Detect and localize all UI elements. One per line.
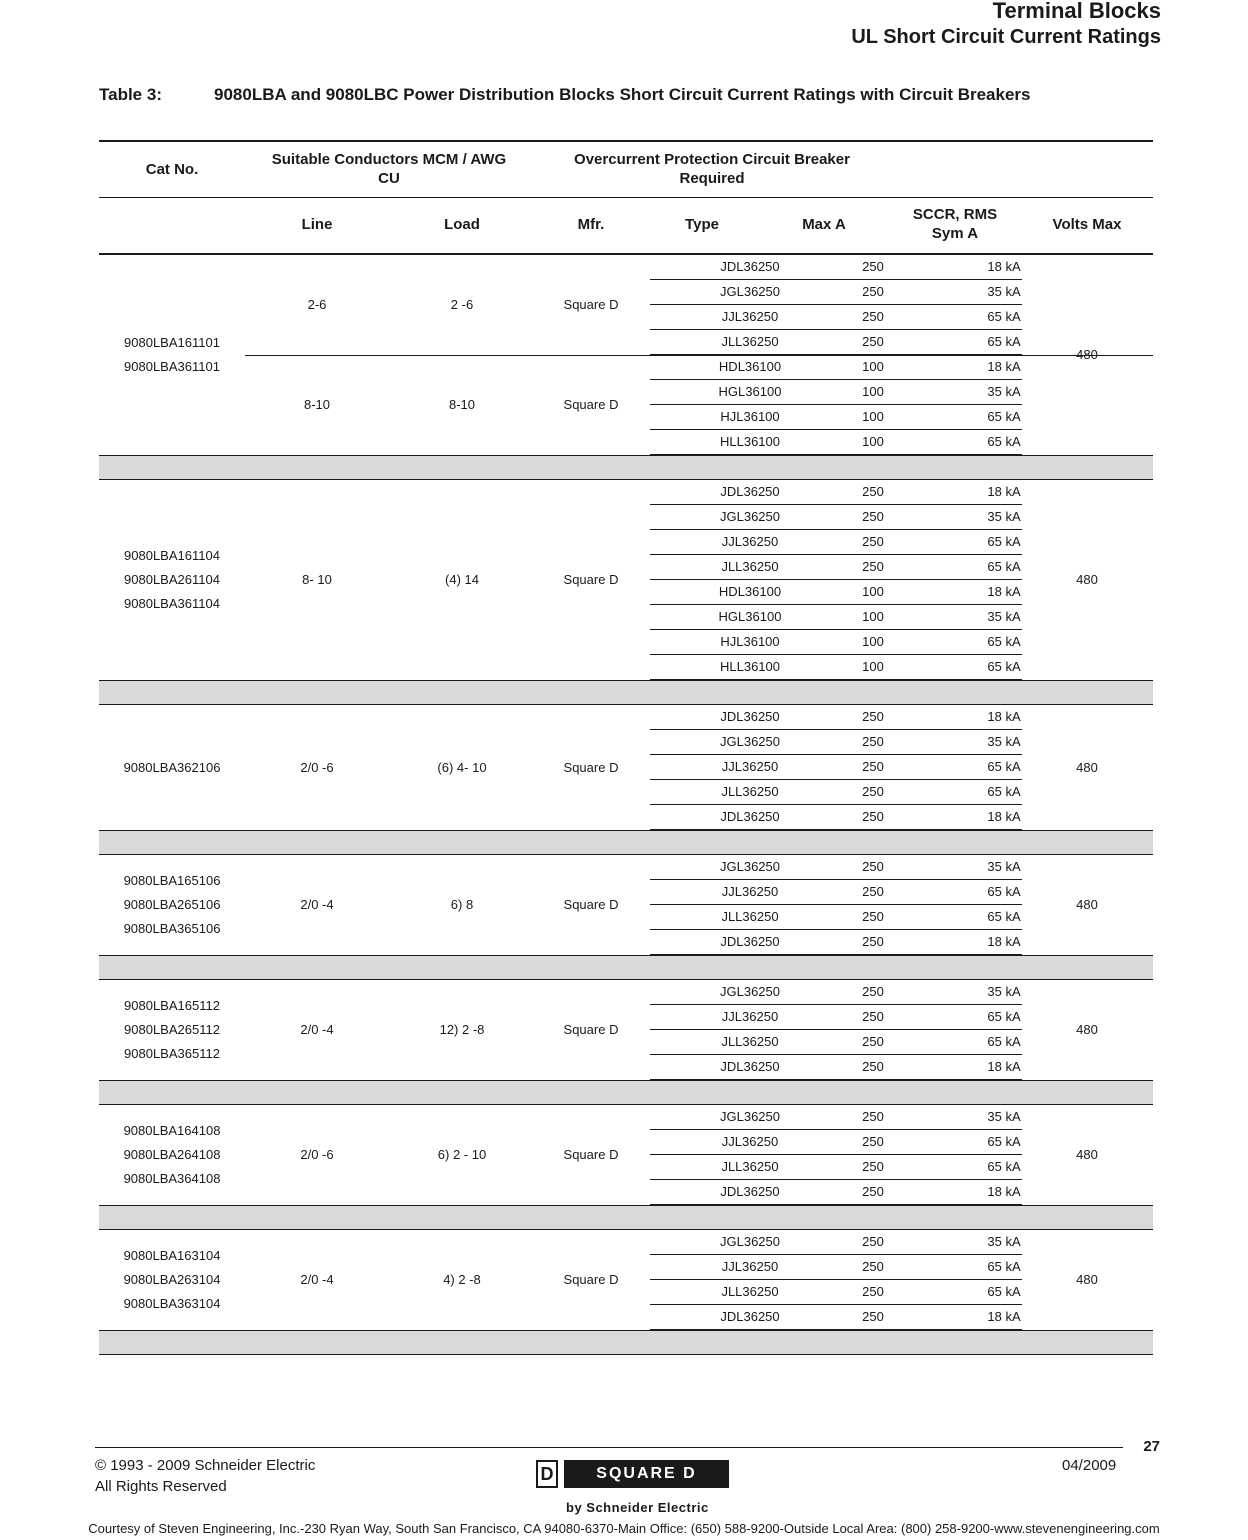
max-a-cell: 100 <box>862 434 884 449</box>
header-sccr: SCCR, RMS Sym A <box>912 206 998 242</box>
max-a-cell: 250 <box>862 1159 884 1174</box>
max-a-cell: 250 <box>862 309 884 324</box>
header-max-a: Max A <box>802 216 846 233</box>
block-separator <box>99 955 1153 980</box>
breaker-row <box>650 1230 1022 1255</box>
type-cell: JJL36250 <box>721 759 779 774</box>
footer-rule <box>95 1447 1123 1448</box>
type-cell: HJL36100 <box>720 634 780 649</box>
type-cell: JJL36250 <box>721 534 779 549</box>
max-a-cell: 250 <box>862 859 884 874</box>
cat-no: 9080LBA161101 <box>124 335 220 350</box>
breaker-row <box>650 330 1022 355</box>
volts-cell: 480 <box>1076 1147 1098 1162</box>
cat-no: 9080LBA165112 <box>124 998 220 1013</box>
type-cell: JLL36250 <box>721 909 779 924</box>
sccr-cell: 35 kA <box>987 384 1021 399</box>
breaker-row <box>650 730 1022 755</box>
line-cell: 2/0 -4 <box>300 1022 334 1037</box>
type-cell: JLL36250 <box>721 559 779 574</box>
max-a-cell: 250 <box>862 1059 884 1074</box>
table-caption-text: 9080LBA and 9080LBC Power Distribution Blocks Short Circuit Current Ratings with Circuit Breakers <box>214 85 1031 104</box>
mfr-cell: Square D <box>563 572 619 587</box>
line-cell: 8-10 <box>303 397 331 412</box>
type-cell: JJL36250 <box>721 1009 779 1024</box>
line-cell: 2/0 -6 <box>300 1147 334 1162</box>
cat-no-cell <box>99 1244 245 1316</box>
type-cell: HLL36100 <box>720 434 780 449</box>
load-cell: 8-10 <box>448 397 476 412</box>
max-a-cell: 250 <box>862 1309 884 1324</box>
load-cell: (4) 14 <box>445 572 479 587</box>
cat-no: 9080LBA163104 <box>123 1248 221 1263</box>
sccr-cell: 18 kA <box>987 1184 1021 1199</box>
cat-no: 9080LBA161104 <box>124 548 220 563</box>
cat-no: 9080LBA361104 <box>124 596 220 611</box>
load-cell: (6) 4- 10 <box>437 759 487 775</box>
max-a-cell: 250 <box>862 484 884 499</box>
header-load: Load <box>444 216 480 233</box>
mfr-cell: Square D <box>563 1272 619 1287</box>
footer-date: 04/2009 <box>1062 1457 1117 1474</box>
breaker-row <box>650 355 1022 380</box>
block-separator <box>99 1080 1153 1105</box>
square-d-logo <box>536 1460 729 1488</box>
type-cell: JGL36250 <box>720 509 780 524</box>
max-a-cell: 250 <box>862 534 884 549</box>
breaker-row <box>650 655 1022 680</box>
type-cell: HDL36100 <box>718 359 782 374</box>
breaker-row <box>650 905 1022 930</box>
load-cell: 2 -6 <box>450 297 474 312</box>
max-a-cell: 100 <box>862 384 884 399</box>
breaker-row <box>650 255 1022 280</box>
cat-no-cell <box>99 869 245 941</box>
max-a-cell: 250 <box>862 284 884 299</box>
type-cell: HJL36100 <box>720 409 780 424</box>
max-a-cell: 100 <box>862 584 884 599</box>
breaker-row <box>650 705 1022 730</box>
max-a-cell: 250 <box>862 1184 884 1199</box>
breaker-row <box>650 580 1022 605</box>
type-cell: HLL36100 <box>720 659 780 674</box>
volts-cell: 480 <box>1076 347 1098 362</box>
breaker-row <box>650 280 1022 305</box>
breaker-row <box>650 605 1022 630</box>
sccr-cell: 65 kA <box>987 559 1021 574</box>
breaker-row <box>650 555 1022 580</box>
sccr-cell: 65 kA <box>987 1134 1021 1149</box>
type-cell: JGL36250 <box>720 1109 780 1124</box>
volts-cell: 480 <box>1076 1272 1098 1287</box>
max-a-cell: 250 <box>862 1109 884 1124</box>
sccr-cell: 18 kA <box>987 1059 1021 1074</box>
line-cell: 2-6 <box>307 297 327 312</box>
breaker-row <box>650 1105 1022 1130</box>
sccr-cell: 65 kA <box>987 1009 1021 1024</box>
mfr-cell: Square D <box>563 397 619 412</box>
cat-no: 9080LBA265112 <box>124 1022 220 1037</box>
max-a-cell: 250 <box>862 1009 884 1024</box>
breaker-row <box>650 630 1022 655</box>
type-cell: JLL36250 <box>721 784 779 799</box>
type-cell: JGL36250 <box>720 1234 780 1249</box>
sccr-cell: 35 kA <box>987 609 1021 624</box>
sccr-cell: 65 kA <box>987 634 1021 649</box>
table-number: Table 3: <box>99 85 162 104</box>
header-divider <box>99 197 1153 198</box>
sccr-cell: 65 kA <box>987 884 1021 899</box>
breaker-row <box>650 1255 1022 1280</box>
sccr-cell: 65 kA <box>987 1284 1021 1299</box>
header-mfr: Mfr. <box>577 216 605 233</box>
type-cell: JLL36250 <box>721 1034 779 1049</box>
max-a-cell: 100 <box>862 634 884 649</box>
cat-no: 9080LBA164108 <box>123 1123 221 1138</box>
sccr-cell: 65 kA <box>987 534 1021 549</box>
max-a-cell: 250 <box>862 884 884 899</box>
cat-no: 9080LBA362106 <box>123 759 221 775</box>
breaker-row <box>650 930 1022 955</box>
max-a-cell: 250 <box>862 759 884 774</box>
sccr-cell: 65 kA <box>987 1034 1021 1049</box>
mfr-cell: Square D <box>563 297 619 312</box>
header-line: Line <box>301 216 333 233</box>
breaker-row <box>650 1180 1022 1205</box>
breaker-row <box>650 855 1022 880</box>
sccr-cell: 18 kA <box>987 584 1021 599</box>
type-cell: JJL36250 <box>721 1259 779 1274</box>
max-a-cell: 250 <box>862 1234 884 1249</box>
type-cell: JJL36250 <box>721 1134 779 1149</box>
sccr-cell: 65 kA <box>987 909 1021 924</box>
max-a-cell: 100 <box>862 609 884 624</box>
type-cell: JGL36250 <box>720 984 780 999</box>
type-cell: JDL36250 <box>720 1309 780 1324</box>
mfr-cell: Square D <box>563 759 619 775</box>
cat-no: 9080LBA263104 <box>123 1272 221 1287</box>
cat-no: 9080LBA264108 <box>123 1147 221 1162</box>
type-cell: JDL36250 <box>720 709 780 724</box>
breaker-row <box>650 755 1022 780</box>
sccr-cell: 18 kA <box>987 259 1021 274</box>
type-cell: JDL36250 <box>720 259 780 274</box>
breaker-row <box>650 405 1022 430</box>
type-cell: JLL36250 <box>721 334 779 349</box>
type-cell: JGL36250 <box>720 284 780 299</box>
volts-cell: 480 <box>1076 759 1098 775</box>
sccr-cell: 35 kA <box>987 284 1021 299</box>
sccr-cell: 18 kA <box>987 709 1021 724</box>
cat-no: 9080LBA365112 <box>124 1046 220 1061</box>
type-cell: JJL36250 <box>721 309 779 324</box>
header-volts: Volts Max <box>1052 216 1122 233</box>
courtesy-line: Courtesy of Steven Engineering, Inc.-230 Ryan Way, South San Francisco, CA 94080-6370-Main Office: (650) 588-9200-Outside Local Area: (800) 258-9200-www.stevenengineering.com <box>88 1521 1160 1536</box>
type-cell: JDL36250 <box>720 484 780 499</box>
load-cell: 4) 2 -8 <box>443 1272 481 1287</box>
breaker-row <box>650 430 1022 455</box>
page-number: 27 <box>1143 1438 1160 1455</box>
sccr-cell: 35 kA <box>987 984 1021 999</box>
header-conductors: Suitable Conductors MCM / AWG CU <box>271 151 507 187</box>
breaker-row <box>650 305 1022 330</box>
sccr-cell: 35 kA <box>987 859 1021 874</box>
breaker-row <box>650 480 1022 505</box>
breaker-row <box>650 380 1022 405</box>
type-cell: JLL36250 <box>721 1284 779 1299</box>
breaker-row <box>650 805 1022 830</box>
line-cell: 2/0 -4 <box>300 897 334 912</box>
type-cell: JDL36250 <box>720 934 780 949</box>
sccr-cell: 65 kA <box>987 334 1021 349</box>
sccr-cell: 65 kA <box>987 659 1021 674</box>
volts-cell: 480 <box>1076 897 1098 912</box>
line-cell: 2/0 -6 <box>300 759 334 775</box>
sccr-cell: 65 kA <box>987 1259 1021 1274</box>
type-cell: JDL36250 <box>720 1059 780 1074</box>
cat-no-cell <box>99 756 245 780</box>
load-cell: 6) 8 <box>450 897 474 912</box>
breaker-row <box>650 530 1022 555</box>
breaker-row <box>650 1005 1022 1030</box>
table-top-rule <box>99 140 1153 142</box>
load-cell: 6) 2 - 10 <box>437 1147 487 1162</box>
breaker-row <box>650 1130 1022 1155</box>
max-a-cell: 100 <box>862 659 884 674</box>
ratings-table <box>99 140 1153 1356</box>
type-cell: JDL36250 <box>720 1184 780 1199</box>
max-a-cell: 250 <box>862 809 884 824</box>
sccr-cell: 18 kA <box>987 1309 1021 1324</box>
cat-no: 9080LBA165106 <box>123 873 221 888</box>
cat-no-cell <box>99 331 245 379</box>
max-a-cell: 250 <box>862 909 884 924</box>
block-separator <box>99 1330 1153 1355</box>
cat-no: 9080LBA365106 <box>123 921 221 936</box>
square-d-mark-icon: D <box>536 1460 558 1488</box>
header-cat-no: Cat No. <box>145 161 199 178</box>
sccr-cell: 18 kA <box>987 359 1021 374</box>
type-cell: HGL36100 <box>718 609 782 624</box>
max-a-cell: 100 <box>862 359 884 374</box>
max-a-cell: 250 <box>862 1034 884 1049</box>
breaker-row <box>650 505 1022 530</box>
max-a-cell: 250 <box>862 934 884 949</box>
block-separator <box>99 455 1153 480</box>
mfr-cell: Square D <box>563 897 619 912</box>
sccr-cell: 65 kA <box>987 409 1021 424</box>
max-a-cell: 250 <box>862 559 884 574</box>
max-a-cell: 250 <box>862 734 884 749</box>
breaker-row <box>650 1030 1022 1055</box>
cat-no: 9080LBA261104 <box>124 572 220 587</box>
schneider-electric-byline: by Schneider Electric <box>566 1500 709 1515</box>
breaker-row <box>650 1280 1022 1305</box>
type-cell: HGL36100 <box>718 384 782 399</box>
breaker-row <box>650 1155 1022 1180</box>
type-cell: JDL36250 <box>720 809 780 824</box>
cat-no-cell <box>99 1119 245 1191</box>
max-a-cell: 250 <box>862 259 884 274</box>
sccr-cell: 35 kA <box>987 509 1021 524</box>
volts-cell: 480 <box>1076 1022 1098 1037</box>
type-cell: JGL36250 <box>720 859 780 874</box>
cat-no: 9080LBA363104 <box>123 1296 221 1311</box>
sccr-cell: 65 kA <box>987 434 1021 449</box>
type-cell: JJL36250 <box>721 884 779 899</box>
page-title: Terminal Blocks <box>992 0 1161 23</box>
type-cell: JGL36250 <box>720 734 780 749</box>
max-a-cell: 250 <box>862 709 884 724</box>
sccr-cell: 35 kA <box>987 1234 1021 1249</box>
sccr-cell: 18 kA <box>987 809 1021 824</box>
type-cell: HDL36100 <box>718 584 782 599</box>
breaker-row <box>650 1055 1022 1080</box>
breaker-row <box>650 980 1022 1005</box>
max-a-cell: 250 <box>862 509 884 524</box>
max-a-cell: 250 <box>862 1134 884 1149</box>
max-a-cell: 250 <box>862 334 884 349</box>
rights-reserved: All Rights Reserved <box>95 1478 227 1495</box>
page-subtitle: UL Short Circuit Current Ratings <box>851 26 1161 48</box>
cat-no-cell <box>99 994 245 1066</box>
mfr-cell: Square D <box>563 1022 619 1037</box>
cat-no-cell <box>99 544 245 616</box>
copyright: © 1993 - 2009 Schneider Electric <box>95 1457 316 1474</box>
sccr-cell: 18 kA <box>987 484 1021 499</box>
table-caption <box>99 85 1031 105</box>
sccr-cell: 65 kA <box>987 784 1021 799</box>
breaker-row <box>650 880 1022 905</box>
block-separator <box>99 1205 1153 1230</box>
breaker-row <box>650 780 1022 805</box>
cat-no: 9080LBA265106 <box>123 897 221 912</box>
block-separator <box>99 680 1153 705</box>
max-a-cell: 250 <box>862 1259 884 1274</box>
mfr-cell: Square D <box>563 1147 619 1162</box>
sccr-cell: 65 kA <box>987 1159 1021 1174</box>
header-type: Type <box>685 216 719 233</box>
max-a-cell: 250 <box>862 784 884 799</box>
sccr-cell: 65 kA <box>987 759 1021 774</box>
cat-no: 9080LBA361101 <box>124 359 220 374</box>
sccr-cell: 18 kA <box>987 934 1021 949</box>
max-a-cell: 250 <box>862 984 884 999</box>
cat-no: 9080LBA364108 <box>123 1171 221 1186</box>
volts-cell: 480 <box>1076 572 1098 587</box>
sccr-cell: 65 kA <box>987 309 1021 324</box>
sccr-cell: 35 kA <box>987 1109 1021 1124</box>
header-overcurrent: Overcurrent Protection Circuit Breaker Required <box>574 151 850 187</box>
line-cell: 2/0 -4 <box>300 1272 334 1287</box>
type-cell: JLL36250 <box>721 1159 779 1174</box>
max-a-cell: 100 <box>862 409 884 424</box>
line-cell: 8- 10 <box>302 572 332 587</box>
breaker-row <box>650 1305 1022 1330</box>
block-separator <box>99 830 1153 855</box>
sccr-cell: 35 kA <box>987 734 1021 749</box>
max-a-cell: 250 <box>862 1284 884 1299</box>
square-d-wordmark: SQUARE D <box>564 1460 729 1488</box>
load-cell: 12) 2 -8 <box>439 1022 485 1037</box>
